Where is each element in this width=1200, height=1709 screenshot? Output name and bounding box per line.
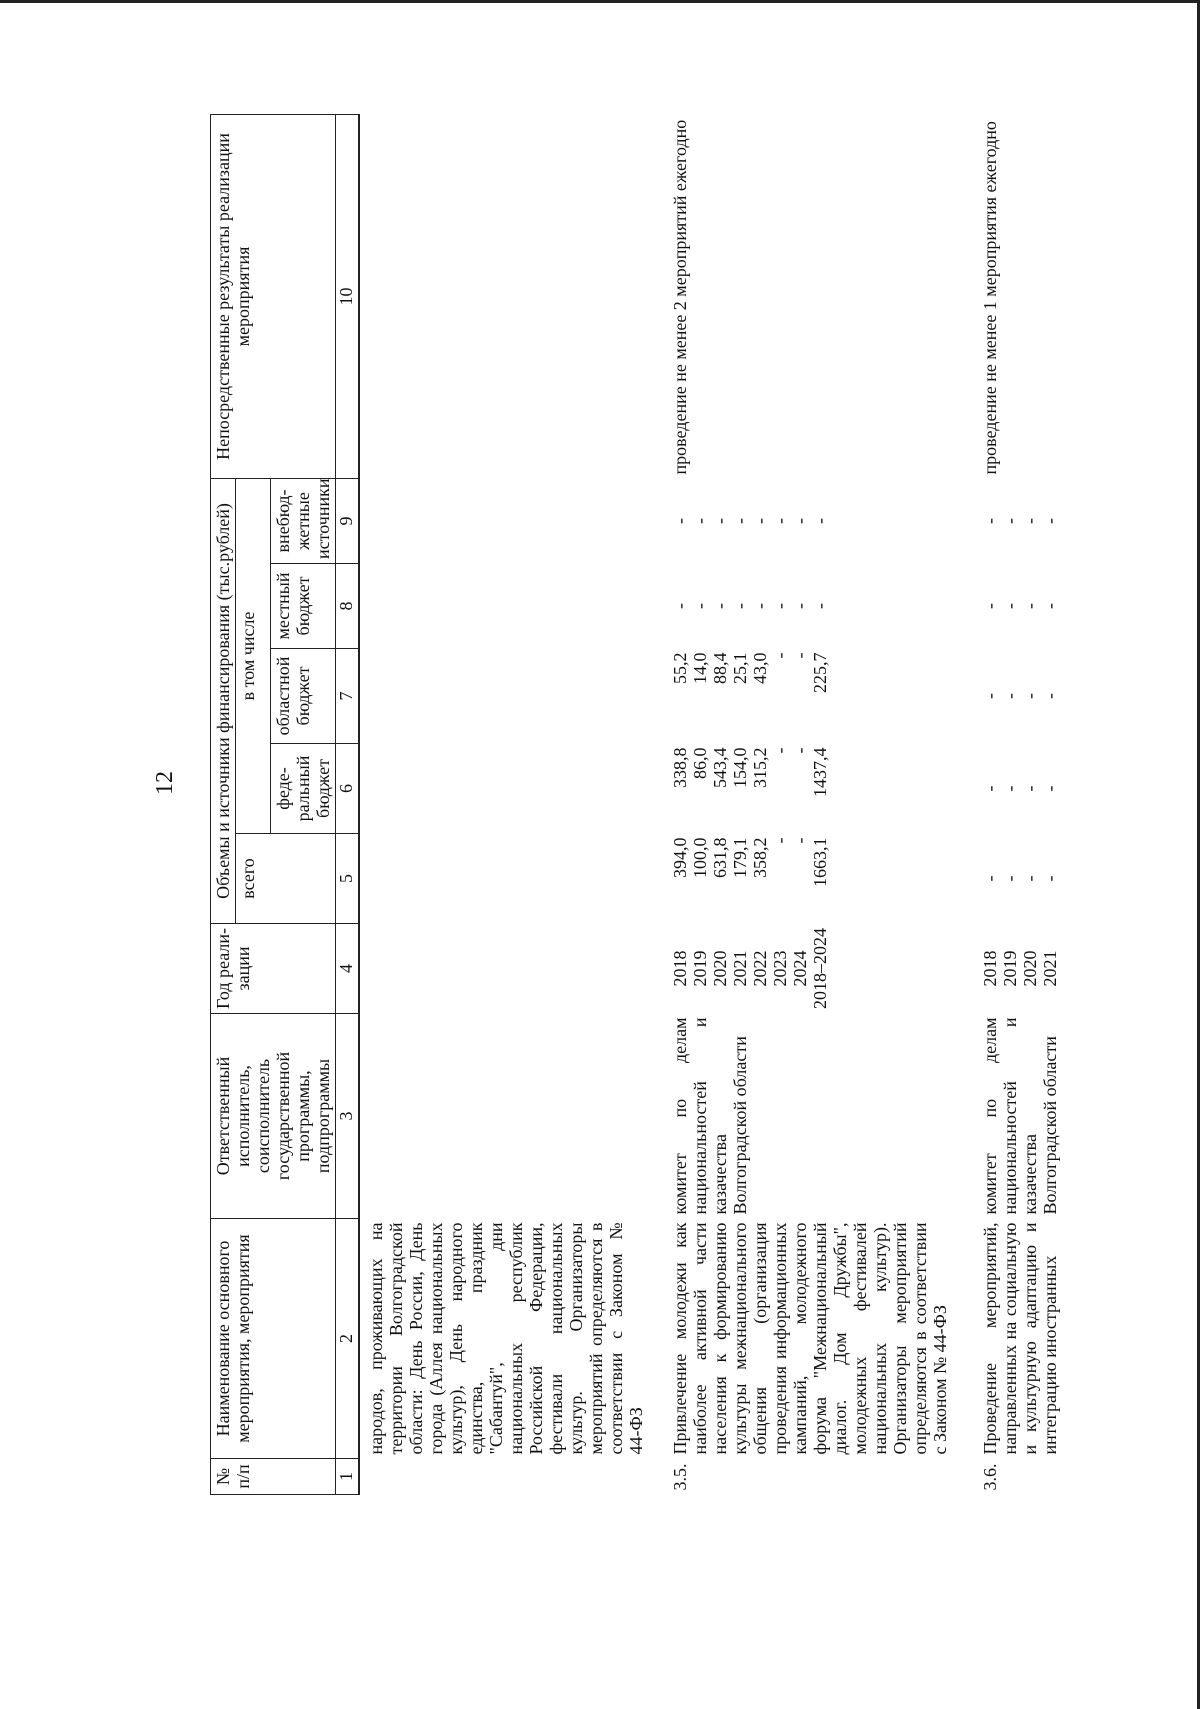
value-cell: - [980, 603, 1000, 609]
value-cell: - [810, 518, 830, 524]
value-cell: - [1000, 693, 1020, 699]
column-number: 7 [336, 649, 360, 744]
value-cell: - [1000, 603, 1020, 609]
value-cell: - [770, 747, 790, 754]
row-years [952, 924, 1062, 1014]
value-cell: - [980, 693, 1000, 699]
year-cell: 2018 [980, 950, 1000, 987]
row-regional [952, 649, 1062, 744]
year-cell: 2019 [690, 950, 710, 987]
value-cell: 14,0 [690, 652, 710, 684]
value-cell: 43,0 [750, 652, 770, 684]
value-cell: - [690, 518, 710, 524]
value-cell: - [1020, 785, 1040, 792]
row-federal [648, 744, 952, 834]
column-number: 1 [336, 1459, 360, 1495]
table-row-3-6 [952, 114, 1062, 1494]
header-name: Наименование основного мероприятия, мероприятия [211, 1219, 336, 1459]
column-number-row [336, 114, 360, 1494]
value-cell: - [1040, 518, 1060, 524]
value-cell: 88,4 [710, 652, 730, 684]
value-cell: 315,2 [750, 747, 770, 788]
table-row-3-5 [648, 114, 952, 1494]
year-cell: 2020 [1020, 950, 1040, 987]
value-cell: - [1040, 785, 1060, 792]
row-regional [648, 649, 952, 744]
year-cell: 2022 [750, 950, 770, 987]
year-cell: 2018 [670, 950, 690, 987]
header-including: в том числе [236, 478, 271, 833]
value-cell: 55,2 [670, 652, 690, 684]
continuation-text: народов, проживающих на территории Волгоградской области: День России, День города (Аллея национальных культур), День народного единства, праздник "Сабантуй", дни национальных республик Российской Федерации, фестивали национальных культур. Организаторы мероприятий определяются в соответствии с Законом № 44-ФЗ [366, 1222, 646, 1455]
value-cell: - [1040, 603, 1060, 609]
value-cell: - [730, 603, 750, 609]
value-cell: 543,4 [710, 747, 730, 788]
header-local: местный бюджет [271, 564, 336, 649]
value-cell: - [770, 652, 790, 659]
rotated-content [145, 65, 1195, 1495]
value-cell: 154,0 [730, 747, 750, 788]
value-cell: - [750, 518, 770, 524]
value-cell: - [1000, 518, 1020, 524]
column-number: 5 [336, 834, 360, 924]
value-cell: - [1040, 693, 1060, 699]
row-number: 3.6. [980, 1463, 1000, 1491]
value-cell: - [980, 875, 1000, 882]
header-external: внебюд-жетные источники [271, 478, 336, 563]
row-years [648, 924, 952, 1014]
value-cell: - [980, 518, 1000, 524]
header-funding: Объемы и источники финансирования (тыс.рублей) [211, 478, 236, 923]
row-result: проведение не менее 1 мероприятия ежегодно [980, 121, 1000, 475]
value-cell: - [710, 603, 730, 609]
value-cell: 225,7 [810, 652, 830, 693]
value-cell: - [1000, 785, 1020, 792]
value-cell: 179,1 [730, 837, 750, 878]
header-regional: областной бюджет [271, 649, 336, 744]
column-number: 2 [336, 1219, 360, 1459]
header-total: всего [236, 834, 336, 924]
header-results: Непосредственные результаты реализации мероприятия [211, 114, 336, 478]
value-cell: - [1000, 875, 1020, 882]
header-row-1 [211, 114, 236, 1494]
value-cell: - [1020, 518, 1040, 524]
column-number: 10 [336, 114, 360, 478]
value-cell: - [670, 603, 690, 609]
value-cell: - [1020, 875, 1040, 882]
row-result: проведение не менее 2 мероприятий ежегодно [670, 119, 690, 475]
value-cell: - [810, 603, 830, 609]
year-cell: 2023 [770, 950, 790, 987]
value-cell: - [750, 603, 770, 609]
value-cell: 25,1 [730, 652, 750, 684]
row-name: Проведение мероприятий, направленных на социальную и культурную адаптацию и интеграцию иностранных [980, 1222, 1060, 1455]
value-cell: 86,0 [690, 747, 710, 779]
value-cell: - [730, 518, 750, 524]
row-name: Привлечение молодежи как наиболее активной части населения к формированию культуры межнационального общения (организация проведения информационных кампаний, молодежного форума "Межнациональный диалог. Дом Дружбы", молодежных фестивалей национальных культур). Организаторы мероприятий определяются в соответствии с Законом № 44-ФЗ [670, 1222, 950, 1455]
value-cell: - [980, 785, 1000, 792]
value-cell: 338,8 [670, 747, 690, 788]
header-executor: Ответственный исполнитель, соисполнитель государственной программы, подпрограммы [211, 1014, 336, 1219]
row-external [648, 478, 952, 563]
value-cell: - [670, 518, 690, 524]
value-cell: - [790, 652, 810, 659]
value-cell: - [790, 837, 810, 844]
column-number: 8 [336, 564, 360, 649]
value-cell: - [1020, 603, 1040, 609]
value-cell: - [770, 837, 790, 844]
row-local [952, 564, 1062, 649]
scan-top-edge [0, 0, 1200, 3]
year-cell: 2021 [730, 950, 750, 987]
program-table [210, 114, 1062, 1495]
year-cell: 2020 [710, 950, 730, 987]
value-cell: - [770, 603, 790, 609]
column-number: 4 [336, 924, 360, 1014]
column-number: 9 [336, 478, 360, 563]
value-cell: - [790, 518, 810, 524]
row-executor: комитет по делам национальностей и казачества Волгоградской области [980, 1017, 1060, 1215]
header-number: № п/п [211, 1459, 336, 1495]
row-local [648, 564, 952, 649]
row-total [648, 834, 952, 924]
rotated-sheet [145, 65, 1195, 1495]
value-cell: - [690, 603, 710, 609]
row-external [952, 478, 1062, 563]
header-year: Год реали-зации [211, 924, 336, 1014]
page-number: 12 [152, 771, 178, 795]
value-cell: - [1040, 875, 1060, 882]
row-number: 3.5. [670, 1463, 690, 1491]
year-cell: 2024 [790, 950, 810, 987]
year-cell: 2021 [1040, 950, 1060, 987]
year-cell: 2018–2024 [810, 928, 830, 1009]
value-cell: - [710, 518, 730, 524]
value-cell: 100,0 [690, 837, 710, 878]
year-cell: 2019 [1000, 950, 1020, 987]
column-number: 3 [336, 1014, 360, 1219]
header-federal: феде-ральный бюджет [271, 744, 336, 834]
value-cell: 631,8 [710, 837, 730, 878]
value-cell: 358,2 [750, 837, 770, 878]
value-cell: - [770, 518, 790, 524]
row-federal [952, 744, 1062, 834]
value-cell: 394,0 [670, 837, 690, 878]
value-cell: - [1020, 693, 1040, 699]
row-total [952, 834, 1062, 924]
value-cell: - [790, 603, 810, 609]
value-cell: 1663,1 [810, 837, 830, 887]
column-number: 6 [336, 744, 360, 834]
row-executor: комитет по делам национальностей и казачества Волгоградской области [670, 1017, 750, 1215]
value-cell: 1437,4 [810, 747, 830, 797]
value-cell: - [790, 747, 810, 754]
table-row-continuation [359, 114, 648, 1494]
